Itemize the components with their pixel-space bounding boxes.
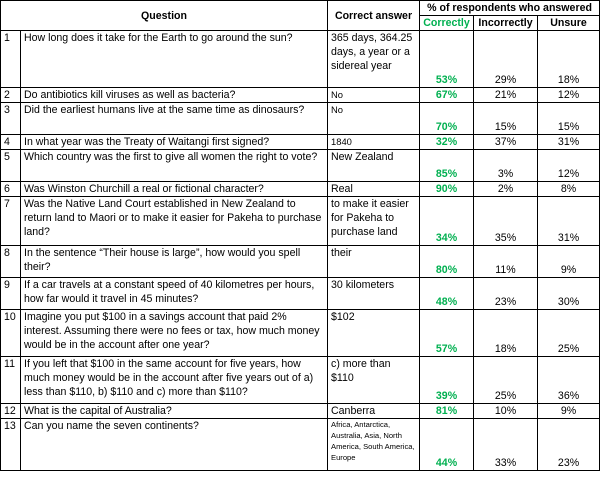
question-text: Can you name the seven continents? xyxy=(21,419,328,471)
pct-unsure: 8% xyxy=(538,182,600,197)
pct-unsure: 9% xyxy=(538,404,600,419)
pct-unsure: 23% xyxy=(538,419,600,471)
pct-unsure: 25% xyxy=(538,310,600,357)
pct-correctly: 48% xyxy=(420,278,474,310)
question-text: Was Winston Churchill a real or fictional character? xyxy=(21,182,328,197)
question-text: If a car travels at a constant speed of 40 kilometres per hours, how far would it travel in 45 minutes? xyxy=(21,278,328,310)
table-row xyxy=(1,278,600,310)
pct-incorrectly: 37% xyxy=(474,135,538,150)
pct-unsure: 31% xyxy=(538,135,600,150)
pct-incorrectly: 3% xyxy=(474,150,538,182)
pct-correctly: 90% xyxy=(420,182,474,197)
table-row xyxy=(1,197,600,246)
question-text: Did the earliest humans live at the same time as dinosaurs? xyxy=(21,103,328,135)
row-number: 12 xyxy=(1,404,21,419)
pct-unsure: 18% xyxy=(538,31,600,88)
pct-correctly: 57% xyxy=(420,310,474,357)
pct-correctly: 85% xyxy=(420,150,474,182)
row-number: 3 xyxy=(1,103,21,135)
correct-answer: No xyxy=(328,88,420,103)
table-row xyxy=(1,310,600,357)
row-number: 2 xyxy=(1,88,21,103)
pct-incorrectly: 29% xyxy=(474,31,538,88)
pct-incorrectly: 10% xyxy=(474,404,538,419)
correct-answer: to make it easier for Pakeha to purchase land xyxy=(328,197,420,246)
pct-unsure: 30% xyxy=(538,278,600,310)
pct-incorrectly: 21% xyxy=(474,88,538,103)
row-number: 13 xyxy=(1,419,21,471)
table-row xyxy=(1,246,600,278)
pct-incorrectly: 33% xyxy=(474,419,538,471)
pct-correctly: 44% xyxy=(420,419,474,471)
pct-unsure: 31% xyxy=(538,197,600,246)
table-row xyxy=(1,404,600,419)
pct-correctly: 67% xyxy=(420,88,474,103)
pct-incorrectly: 23% xyxy=(474,278,538,310)
correct-answer: Real xyxy=(328,182,420,197)
row-number: 11 xyxy=(1,357,21,404)
question-text: How long does it take for the Earth to go around the sun? xyxy=(21,31,328,88)
pct-correctly: 70% xyxy=(420,103,474,135)
pct-unsure: 12% xyxy=(538,150,600,182)
pct-correctly: 81% xyxy=(420,404,474,419)
correct-answer: $102 xyxy=(328,310,420,357)
table-row xyxy=(1,31,600,88)
header-respondents-group: % of respondents who answered xyxy=(420,1,600,16)
table-row xyxy=(1,357,600,404)
pct-unsure: 36% xyxy=(538,357,600,404)
pct-unsure: 9% xyxy=(538,246,600,278)
pct-incorrectly: 35% xyxy=(474,197,538,246)
pct-correctly: 32% xyxy=(420,135,474,150)
row-number: 4 xyxy=(1,135,21,150)
row-number: 1 xyxy=(1,31,21,88)
pct-unsure: 12% xyxy=(538,88,600,103)
correct-answer: Africa, Antarctica, Australia, Asia, North America, South America, Europe xyxy=(328,419,420,471)
question-text: In what year was the Treaty of Waitangi first signed? xyxy=(21,135,328,150)
table-row xyxy=(1,150,600,182)
row-number: 5 xyxy=(1,150,21,182)
correct-answer: New Zealand xyxy=(328,150,420,182)
header-correct-answer: Correct answer xyxy=(328,1,420,31)
correct-answer: 365 days, 364.25 days, a year or a sidereal year xyxy=(328,31,420,88)
question-text: Was the Native Land Court established in New Zealand to return land to Maori or to make it easier for Pakeha to purchase land? xyxy=(21,197,328,246)
correct-answer: 1840 xyxy=(328,135,420,150)
table-row xyxy=(1,103,600,135)
question-text: Which country was the first to give all women the right to vote? xyxy=(21,150,328,182)
pct-correctly: 39% xyxy=(420,357,474,404)
pct-incorrectly: 25% xyxy=(474,357,538,404)
table-row xyxy=(1,419,600,471)
question-text: Imagine you put $100 in a savings account that paid 2% interest. Assuming there were no fees or tax, how much money would be in the account after one year? xyxy=(21,310,328,357)
question-text: Do antibiotics kill viruses as well as bacteria? xyxy=(21,88,328,103)
header-correctly: Correctly xyxy=(420,16,474,31)
correct-answer: their xyxy=(328,246,420,278)
pct-incorrectly: 2% xyxy=(474,182,538,197)
table-row xyxy=(1,135,600,150)
correct-answer: c) more than $110 xyxy=(328,357,420,404)
pct-correctly: 53% xyxy=(420,31,474,88)
pct-unsure: 15% xyxy=(538,103,600,135)
header-question: Question xyxy=(1,1,328,31)
question-text: What is the capital of Australia? xyxy=(21,404,328,419)
header-incorrectly: Incorrectly xyxy=(474,16,538,31)
row-number: 9 xyxy=(1,278,21,310)
correct-answer: No xyxy=(328,103,420,135)
question-text: If you left that $100 in the same account for five years, how much money would be in the account after five years out of a) less than $110, b) $110 and c) more than $110? xyxy=(21,357,328,404)
pct-incorrectly: 18% xyxy=(474,310,538,357)
pct-incorrectly: 15% xyxy=(474,103,538,135)
row-number: 8 xyxy=(1,246,21,278)
header-unsure: Unsure xyxy=(538,16,600,31)
table-row xyxy=(1,88,600,103)
row-number: 7 xyxy=(1,197,21,246)
row-number: 6 xyxy=(1,182,21,197)
pct-incorrectly: 11% xyxy=(474,246,538,278)
correct-answer: Canberra xyxy=(328,404,420,419)
table-row xyxy=(1,182,600,197)
correct-answer: 30 kilometers xyxy=(328,278,420,310)
pct-correctly: 80% xyxy=(420,246,474,278)
pct-correctly: 34% xyxy=(420,197,474,246)
question-text: In the sentence “Their house is large”, how would you spell their? xyxy=(21,246,328,278)
row-number: 10 xyxy=(1,310,21,357)
